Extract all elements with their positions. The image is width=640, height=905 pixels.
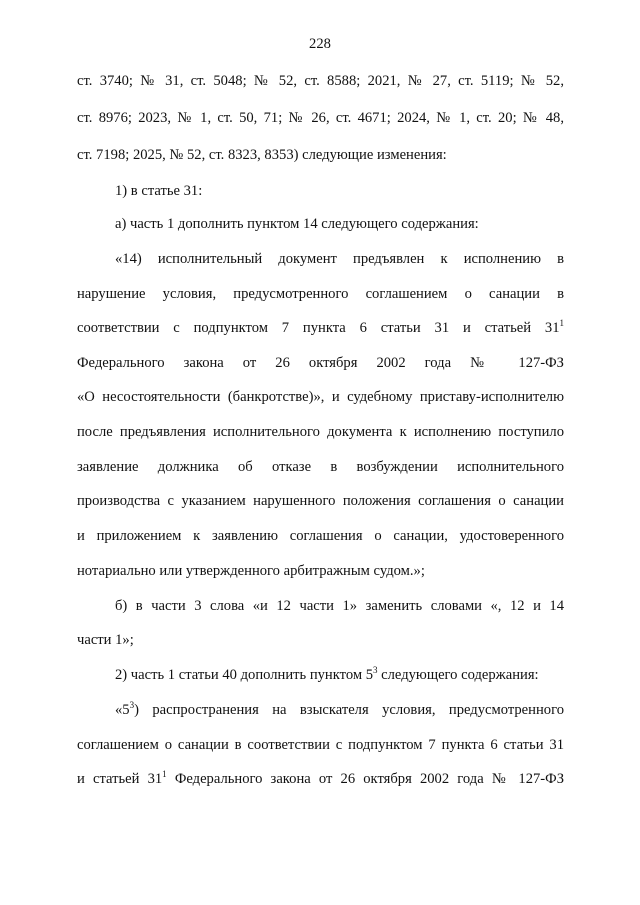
text-line: «14) исполнительный документ предъявлен к исполнению в bbox=[115, 251, 564, 267]
text-line: б) в части 3 слова «и 12 части 1» заменить словами «, 12 и 14 bbox=[115, 598, 564, 614]
text-line: нарушение условия, предусмотренного соглашением о санации в bbox=[77, 286, 564, 302]
page-number: 228 bbox=[309, 36, 331, 52]
text-line: Федерального закона от 26 октября 2002 года № 127-ФЗ bbox=[77, 355, 564, 371]
text-line: после предъявления исполнительного документа к исполнению поступило bbox=[77, 424, 564, 440]
text-line: соответствии с подпунктом 7 пункта 6 статьи 31 и статьей $31^1$ bbox=[77, 318, 564, 336]
text-line: ст. 8976; 2023, № 1, ст. 50, 71; № 26, ст. 4671; 2024, № 1, ст. 20; № 48, bbox=[77, 110, 564, 126]
text-line: соглашением о санации в соответствии с подпунктом 7 пункта 6 статьи 31 bbox=[77, 737, 564, 753]
text-line: «О несостоятельности (банкротстве)», и судебному приставу-исполнителю bbox=[77, 389, 564, 405]
text-line: 1) в статье 31: bbox=[115, 183, 203, 199]
text-line: 2) часть 1 статьи 40 дополнить пунктом $5^3$ следующего содержания: bbox=[115, 665, 539, 683]
text-line: нотариально или утвержденного арбитражным судом.»; bbox=[77, 563, 425, 579]
text-line: а) часть 1 дополнить пунктом 14 следующего содержания: bbox=[115, 216, 479, 232]
text-line: «$5^3$) распространения на взыскателя условия, предусмотренного bbox=[115, 700, 564, 718]
text-line: заявление должника об отказе в возбуждении исполнительного bbox=[77, 459, 564, 475]
text-line: и статьей $31^1$ Федерального закона от 26 октября 2002 года № 127-ФЗ bbox=[77, 769, 564, 787]
text-line: части 1»; bbox=[77, 632, 134, 648]
text-line: производства с указанием нарушенного положения соглашения о санации bbox=[77, 493, 564, 509]
text-line: и приложением к заявлению соглашения о санации, удостоверенного bbox=[77, 528, 564, 544]
text-line: ст. 7198; 2025, № 52, ст. 8323, 8353) следующие изменения: bbox=[77, 147, 447, 163]
text-line: ст. 3740; № 31, ст. 5048; № 52, ст. 8588; 2021, № 27, ст. 5119; № 52, bbox=[77, 73, 564, 89]
